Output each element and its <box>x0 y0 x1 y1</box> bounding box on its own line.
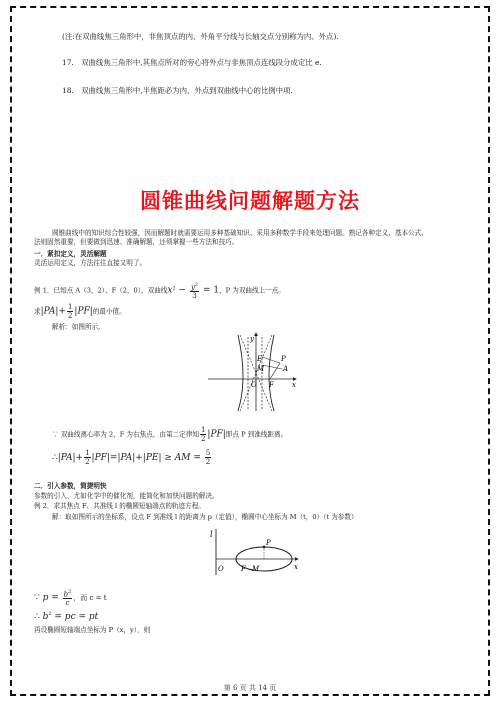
svg-text:O: O <box>218 565 224 573</box>
item-18: 18. 双曲线焦三角形中,半焦距必为内、外点到双曲线中心的比例中项. <box>62 86 293 95</box>
svg-text:x: x <box>292 381 296 389</box>
ellipse-figure <box>206 527 302 577</box>
example2-text: 例 2．求共焦点 F、共准线 l 的椭圆短轴端点的轨迹方程。 <box>34 502 205 510</box>
ask-suffix: 的最小值。 <box>92 307 126 316</box>
svg-text:E: E <box>257 355 263 363</box>
last-line: 再设椭圆短轴端点坐标为 P（x，y），则 <box>34 626 151 634</box>
ecc-text-b: 即点 P 到准线距离。 <box>225 430 288 439</box>
example1-suffix: ，P 为双曲线上一点。 <box>219 286 285 295</box>
svg-text:P: P <box>266 539 271 547</box>
example1-prefix: 例 1．已知点 A（3，2）、F（2，0），双曲线 <box>34 286 168 295</box>
note-text: (注:在双曲线焦三角形中，非焦顶点的内、外角平分线与长轴交点分别称为内、外点). <box>62 32 339 41</box>
item-17: 17. 双曲线焦三角形中,其焦点所对的旁心将外点与非焦顶点连线段分成定比 e. <box>62 58 322 67</box>
intro-line-2: 法则固然重要，但要做到迅速、准确解题，还须掌握一些方法和技巧。 <box>34 238 239 246</box>
svg-text:P: P <box>281 355 286 363</box>
section1-desc: 灵活运用定义，方法往往直接又明了。 <box>34 259 147 267</box>
page-footer: 第 6 页 共 14 页 <box>223 684 277 692</box>
analysis-1: 解析：如图所示, <box>52 323 101 331</box>
page-title: 圆锥曲线问题解题方法 <box>140 189 360 213</box>
ask-text: 求|PA|+ $\frac{1}{2}$ |PF|的最小值。 <box>34 303 126 320</box>
svg-text:l: l <box>210 530 213 539</box>
svg-text:F: F <box>269 381 274 389</box>
svg-text:M: M <box>257 365 265 373</box>
p-equation: ∵ p = $\frac{b^2}{c}$ ，而 c = t <box>34 589 107 608</box>
svg-text:y: y <box>250 335 254 343</box>
b2-equation: ∴ $b^2$ = pc = pt <box>34 611 99 622</box>
hyperbola-figure <box>206 331 302 413</box>
then-c-text: ，而 c = t <box>73 594 107 603</box>
section2-heading: 二．引入参数，简捷明快 <box>34 482 107 490</box>
analysis-2: 解：取如图所示的坐标系，设点 F 到准线 l 的距离为 p（定值），椭圆中心坐标为 M（t，0）（t 为参数） <box>52 513 358 521</box>
svg-text:F: F <box>241 565 246 573</box>
intro-line-1: 圆锥曲线中的知识综合性较强，因而解题时就需要运用多种基础知识、采用多种数学手段来处理问题。熟记各种定义、基本公式、 <box>52 229 428 237</box>
svg-text:A: A <box>283 365 289 373</box>
result-equation: ∴|PA|+ $\frac{1}{2}$ |PF|=|PA|+|PE| ≥ AM = $\frac{5}{2}$ <box>52 449 211 466</box>
svg-text:O: O <box>251 381 257 389</box>
eccentricity-text: ∵ 双曲线离心率为 2，F 为右焦点，由第二定律知 $\frac{1}{2}$ |PF|即点 P 到准线距离。 <box>52 426 288 443</box>
example1-text: 例 1．已知点 A（3，2）、F（2，0），双曲线$x^2$ − $\frac{y^2}{3}$ = 1，P 为双曲线上一点。 <box>34 282 285 301</box>
svg-text:x: x <box>294 563 298 571</box>
svg-text:M: M <box>252 565 260 573</box>
section2-desc: 参数的引入，尤如化学中的催化剂，能简化和加快问题的解决。 <box>34 492 219 500</box>
ecc-text-a: ∵ 双曲线离心率为 2，F 为右焦点，由第二定律知 <box>52 430 199 439</box>
section1-heading: 一．紧扣定义，灵活解题 <box>34 250 107 258</box>
